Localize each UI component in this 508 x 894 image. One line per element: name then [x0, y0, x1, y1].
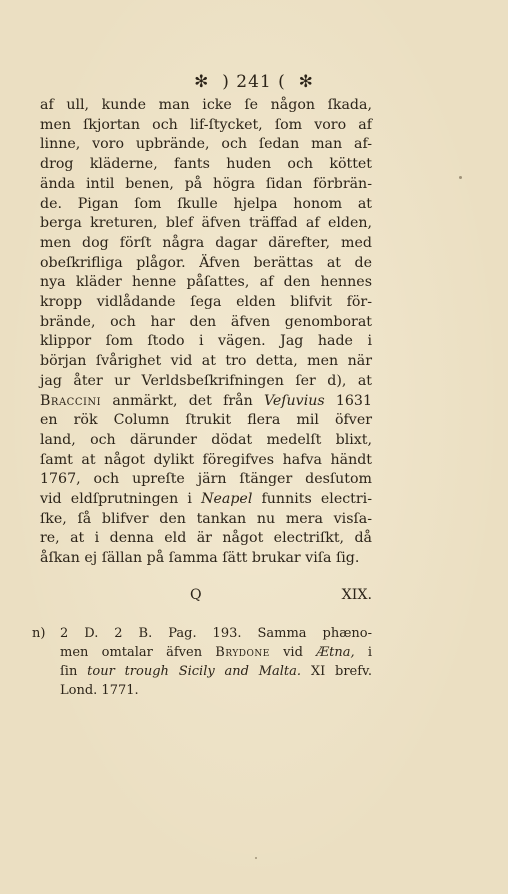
text-line: af ull, kunde man icke ſe någon ſkada, [40, 97, 372, 113]
footnote [32, 624, 373, 700]
text-line: ſke, ſå blifver den tankan nu mera visſa- [40, 510, 372, 527]
text-line: brände, och har den äfven genomborat [40, 313, 372, 330]
left-ornament: ✻ [194, 72, 210, 92]
text-line: en rök Column ſtrukit flera mil öfver [40, 412, 372, 429]
text-line: nya kläder henne påſattes, af den hennes [40, 274, 372, 291]
text-line: obeſkrifliga plågor. Äfven berättas at de [40, 254, 372, 271]
text-line: drog kläderne, fants huden och köttet [40, 156, 372, 173]
text-line: vid eldſprutningen i Neapel funnits electri- [40, 491, 372, 508]
page-number: ) 241 ( [222, 72, 286, 92]
text-line: re, at i denna eld är något electriſkt, då [40, 530, 372, 547]
text-line: land, och därunder dödat medelſt blixt, [40, 431, 372, 448]
text-line: åſkan ej ſällan på ſamma ſätt brukar viſa ſig. [40, 550, 360, 567]
footnote-marker: n) [32, 626, 46, 641]
place-name-neapel: Neapel [201, 491, 253, 508]
page-header [0, 72, 508, 92]
text-line: början ſvårighet vid at tro detta, men när [40, 353, 372, 370]
author-name-braccini: Braccini [40, 392, 102, 409]
text-line: Braccini anmärkt, det från Veſuvius 1631 [40, 392, 372, 409]
place-name-etna: Ætna, [316, 645, 355, 660]
text-line: ſamt at något dylikt föregifves hafva händt [40, 451, 372, 468]
paper-speck [459, 176, 462, 179]
text-line: kropp vidlådande ſega elden blifvit för- [40, 294, 372, 311]
text-line: de. Pigan ſom ſkulle hjelpa honom at [40, 195, 372, 212]
footnote-line: men omtalar äfven Brydone vid Ætna, i [60, 645, 373, 660]
text-line: klippor ſom ſtodo i vägen. Jag hade i [40, 333, 372, 350]
catchword: XIX. [341, 587, 372, 603]
footnote-line: ſin tour trough Sicily and Malta. XI brefv. [60, 664, 372, 679]
book-title: tour trough Sicily and Malta. [87, 664, 302, 679]
body-text [40, 96, 372, 569]
text-line: men ſkjortan och lif-ſtycket, ſom voro af [40, 116, 372, 133]
text-line: 1767, och upreſte järn ſtänger desſutom [40, 471, 372, 488]
author-name-brydone: Brydone [215, 645, 270, 660]
text-line: berga kreturen, blef äfven träffad af elden, [40, 215, 372, 232]
footnote-line: 2 D. 2 B. Pag. 193. Samma phæno- [60, 626, 372, 641]
signature-mark: Q [190, 587, 202, 603]
text-line: men dog förſt några dagar därefter, med [40, 234, 372, 251]
place-name-vesuvius: Veſuvius [263, 392, 325, 409]
footnote-line: Lond. 1771. [60, 683, 139, 698]
text-line: jag åter ur Verldsbeſkrifningen ſer d), at [40, 372, 372, 389]
text-line: linne, voro upbrände, och ſedan man af- [40, 136, 372, 153]
right-ornament: ✻ [298, 72, 314, 92]
paper-speck [255, 857, 257, 859]
text-line: ända intil benen, på högra ſidan förbrän- [40, 175, 372, 192]
